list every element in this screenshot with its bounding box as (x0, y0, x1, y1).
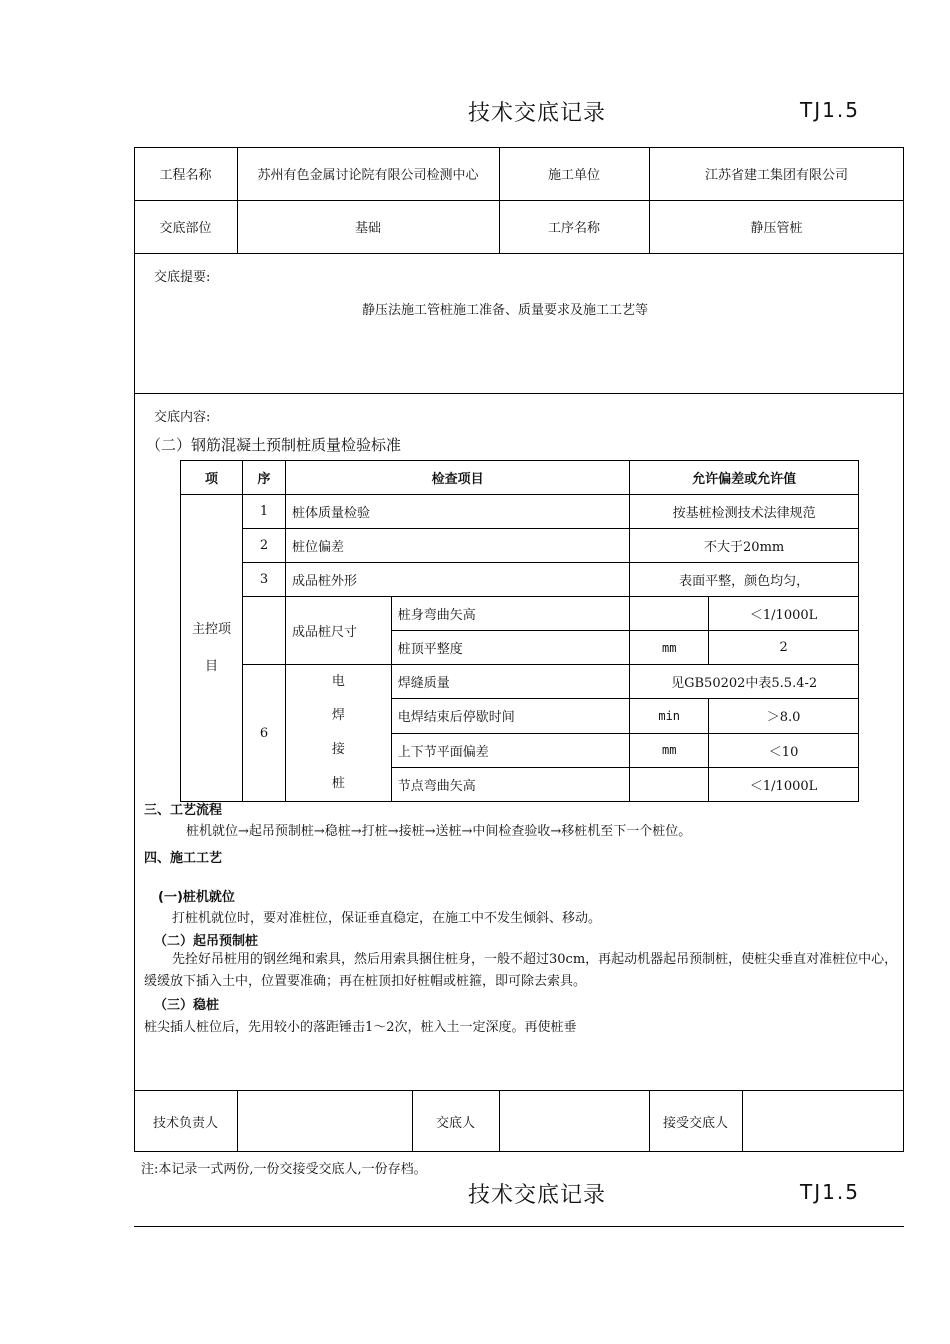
sub-item-cell: 上下节平面偏差 (391, 733, 630, 767)
value-cell: ＜1/1000L (709, 597, 859, 631)
unit-cell: mm (630, 631, 709, 665)
giver-label: 交底人 (435, 1115, 475, 1131)
size-group-cell: 成品桩尺寸 (285, 597, 391, 665)
seq-cell: 1 (242, 495, 285, 529)
table-row (181, 665, 859, 699)
step2-title: （二）起吊预制桩 (154, 934, 259, 949)
sub-item-cell: 节点弯曲矢高 (391, 767, 630, 801)
flow-title: 三、工艺流程 (144, 803, 223, 818)
unit-cell (630, 597, 709, 631)
step3-title: （三）稳桩 (154, 998, 220, 1013)
weld-char: 电 (331, 674, 345, 689)
weld-char: 焊 (331, 708, 345, 723)
divider (742, 1090, 743, 1152)
sub-item-cell: 桩顶平整度 (391, 631, 630, 665)
header-tolerance: 允许偏差或允许值 (630, 461, 859, 495)
receiver-label: 接受交底人 (662, 1115, 728, 1131)
value-cell: 按基桩检测技术法律规范 (630, 495, 859, 529)
value-cell: 2 (709, 631, 859, 665)
value-cell: 见GB50202中表5.5.4-2 (630, 665, 859, 699)
step2-text: 先拴好吊桩用的钢丝绳和索具，然后用索具捆住桩身，一般不超过30cm，再起动机器起吊预制桩，使桩尖垂直对准桩位中心，缓缓放下插入土中，位置要准确；再在桩顶扣好桩帽或桩箍，即可除去索具。 (144, 952, 898, 989)
quality-standard-table (180, 460, 859, 802)
part-value: 基础 (354, 221, 381, 236)
value-cell: 表面平整，颜色均匀， (630, 563, 859, 597)
item-cell: 成品桩外形 (285, 563, 629, 597)
header-seq: 序 (242, 461, 285, 495)
item-cell: 桩位偏差 (285, 529, 629, 563)
process-value: 静压管桩 (750, 221, 803, 236)
summary-text: 静压法施工管桩施工准备、质量要求及施工工艺等 (362, 303, 649, 318)
weld-group-cell (285, 665, 391, 802)
weld-char: 接 (331, 742, 345, 757)
group-main-control: 主控项目 (181, 495, 243, 802)
unit-cell (630, 767, 709, 801)
sub-item-cell: 电焊结束后停歇时间 (391, 699, 630, 733)
project-value: 苏州有色金属讨论院有限公司检测中心 (257, 168, 479, 183)
table-row (181, 597, 859, 631)
summary-label: 交底提要: (154, 270, 211, 285)
table-row (181, 495, 859, 529)
header-item: 项 (181, 461, 243, 495)
value-cell: ＜1/1000L (709, 767, 859, 801)
divider (134, 253, 904, 254)
divider (134, 393, 904, 394)
table-header-row (181, 461, 859, 495)
seq-cell: 6 (242, 665, 285, 802)
process-label: 工序名称 (547, 221, 600, 236)
unit-value: 江苏省建工集团有限公司 (704, 168, 848, 183)
tech-lead-label: 技术负责人 (152, 1115, 218, 1131)
unit-label: 施工单位 (547, 168, 600, 183)
divider (134, 1090, 904, 1091)
divider (237, 1090, 238, 1152)
divider (499, 1090, 500, 1152)
seq-cell-empty (242, 597, 285, 665)
project-label: 工程名称 (159, 168, 212, 183)
step3-text: 桩尖插人桩位后，先用较小的落距锤击1～2次，桩入土一定深度。再使桩垂 (144, 1020, 577, 1035)
step1-title: (一)桩机就位 (158, 890, 235, 905)
item-cell: 桩体质量检验 (285, 495, 629, 529)
part-label: 交底部位 (159, 221, 212, 236)
flow-text: 桩机就位→起吊预制桩→稳桩→打桩→接桩→送桩→中间检查验收→移桩机至下一个桩位。 (186, 824, 692, 839)
content-label: 交底内容: (154, 410, 211, 425)
weld-char: 桩 (331, 776, 345, 791)
seq-cell: 2 (242, 529, 285, 563)
footnote: 注:本记录一式两份,一份交接受交底人,一份存档。 (141, 1162, 427, 1177)
step1-text: 打桩机就位时，要对准桩位，保证垂直稳定，在施工中不发生倾斜、移动。 (172, 911, 602, 926)
page-title: 技术交底记录 (468, 101, 607, 126)
table-row (181, 563, 859, 597)
section-title: （二）钢筋混凝土预制桩质量检验标准 (146, 436, 402, 454)
document-code: TJ1.5 (800, 98, 860, 122)
table-row (181, 529, 859, 563)
footer-code: TJ1.5 (800, 1180, 860, 1204)
value-cell: 不大于20mm (630, 529, 859, 563)
sub-item-cell: 桩身弯曲矢高 (391, 597, 630, 631)
footer-rule (134, 1226, 904, 1227)
unit-cell: min (630, 699, 709, 733)
sub-item-cell: 焊缝质量 (391, 665, 630, 699)
value-cell: ＞8.0 (709, 699, 859, 733)
seq-cell: 3 (242, 563, 285, 597)
header-check-item: 检查项目 (285, 461, 629, 495)
value-cell: ＜10 (709, 733, 859, 767)
unit-cell: mm (630, 733, 709, 767)
footer-title: 技术交底记录 (468, 1183, 607, 1208)
craft-title: 四、施工工艺 (144, 851, 223, 866)
